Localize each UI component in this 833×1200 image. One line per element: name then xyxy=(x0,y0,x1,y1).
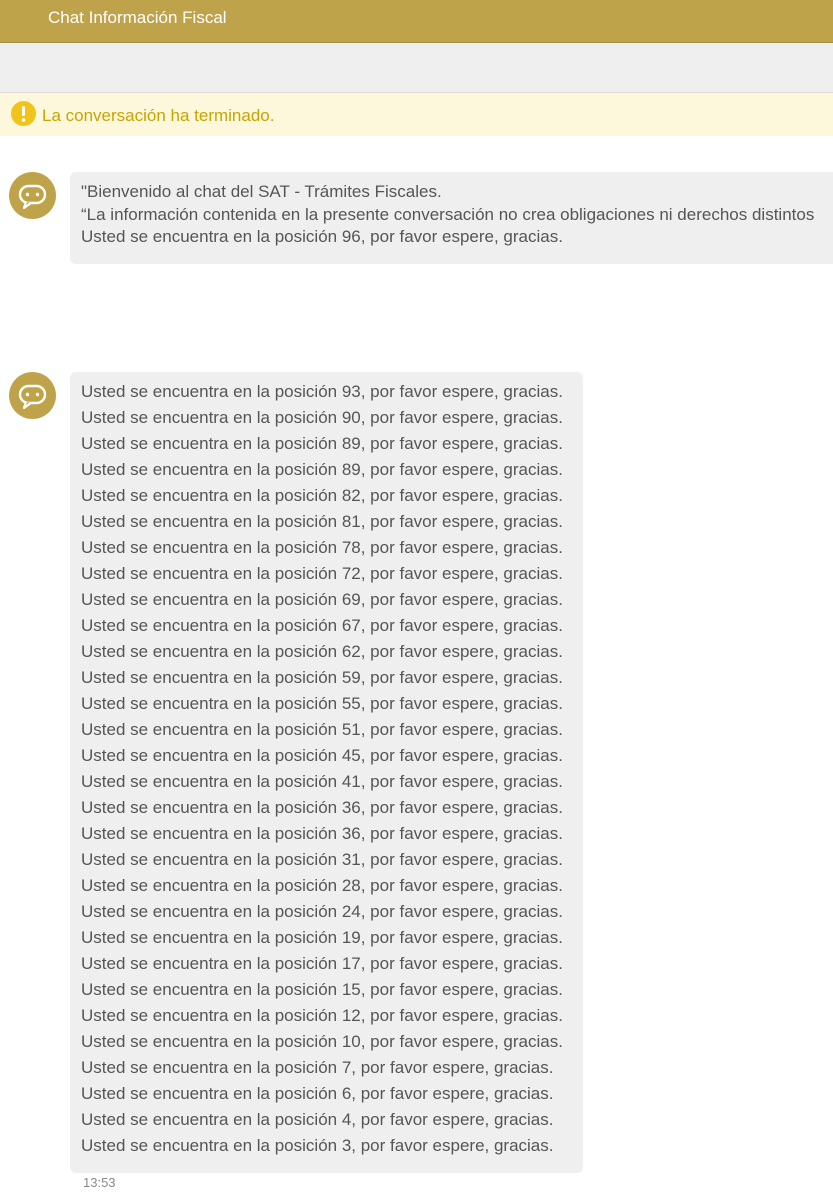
message-line: Usted se encuentra en la posición 82, por favor espere, gracias. xyxy=(81,486,563,505)
notice-text: La conversación ha terminado. xyxy=(42,106,275,125)
message-line: "Bienvenido al chat del SAT - Trámites Fiscales. xyxy=(81,182,442,201)
conversation-ended-notice xyxy=(0,93,833,136)
message-line: Usted se encuentra en la posición 36, por favor espere, gracias. xyxy=(81,798,563,817)
message-line: Usted se encuentra en la posición 89, por favor espere, gracias. xyxy=(81,434,563,453)
message-line: Usted se encuentra en la posición 96, por favor espere, gracias. xyxy=(81,227,563,246)
toolbar-area xyxy=(0,43,833,93)
message-line: Usted se encuentra en la posición 93, por favor espere, gracias. xyxy=(81,382,563,401)
message-line: Usted se encuentra en la posición 41, por favor espere, gracias. xyxy=(81,772,563,791)
message-line: Usted se encuentra en la posición 19, por favor espere, gracias. xyxy=(81,928,563,947)
message-line: Usted se encuentra en la posición 10, por favor espere, gracias. xyxy=(81,1032,563,1051)
message-line: “La información contenida en la presente conversación no crea obligaciones ni derechos distintos xyxy=(81,204,815,224)
message-line: Usted se encuentra en la posición 31, por favor espere, gracias. xyxy=(81,850,563,869)
message-line: Usted se encuentra en la posición 45, por favor espere, gracias. xyxy=(81,746,563,765)
message-line: Usted se encuentra en la posición 17, por favor espere, gracias. xyxy=(81,954,563,973)
chat-header xyxy=(0,0,833,43)
message-line: Usted se encuentra en la posición 7, por favor espere, gracias. xyxy=(81,1058,554,1077)
message-line: Usted se encuentra en la posición 3, por favor espere, gracias. xyxy=(81,1136,554,1155)
message-bubble xyxy=(70,372,583,1173)
chat-bot-icon xyxy=(9,172,56,219)
message-line: Usted se encuentra en la posición 51, por favor espere, gracias. xyxy=(81,720,563,739)
message-line: Usted se encuentra en la posición 78, por favor espere, gracias. xyxy=(81,538,563,557)
message-line: Usted se encuentra en la posición 15, por favor espere, gracias. xyxy=(81,980,563,999)
message-line: Usted se encuentra en la posición 36, por favor espere, gracias. xyxy=(81,824,563,843)
message-line: Usted se encuentra en la posición 81, por favor espere, gracias. xyxy=(81,512,563,531)
chat-bot-icon xyxy=(9,372,56,419)
message-line: Usted se encuentra en la posición 12, por favor espere, gracias. xyxy=(81,1006,563,1025)
message-line: Usted se encuentra en la posición 67, por favor espere, gracias. xyxy=(81,616,563,635)
message-line: Usted se encuentra en la posición 55, por favor espere, gracias. xyxy=(81,694,563,713)
chat-title: Chat Información Fiscal xyxy=(48,8,227,27)
message-line: Usted se encuentra en la posición 6, por favor espere, gracias. xyxy=(81,1084,554,1103)
message-line: Usted se encuentra en la posición 89, por favor espere, gracias. xyxy=(81,460,563,479)
message-line: Usted se encuentra en la posición 69, por favor espere, gracias. xyxy=(81,590,563,609)
message-line: Usted se encuentra en la posición 28, por favor espere, gracias. xyxy=(81,876,563,895)
message-line: Usted se encuentra en la posición 90, por favor espere, gracias. xyxy=(81,408,563,427)
message-line: Usted se encuentra en la posición 59, por favor espere, gracias. xyxy=(81,668,563,687)
exclamation-circle-icon xyxy=(11,101,36,126)
message-bubble xyxy=(70,172,833,264)
message-line: Usted se encuentra en la posición 62, por favor espere, gracias. xyxy=(81,642,563,661)
message-line: Usted se encuentra en la posición 24, por favor espere, gracias. xyxy=(81,902,563,921)
message-timestamp: 13:53 xyxy=(83,1175,116,1190)
message-line: Usted se encuentra en la posición 72, por favor espere, gracias. xyxy=(81,564,563,583)
message-line: Usted se encuentra en la posición 4, por favor espere, gracias. xyxy=(81,1110,554,1129)
